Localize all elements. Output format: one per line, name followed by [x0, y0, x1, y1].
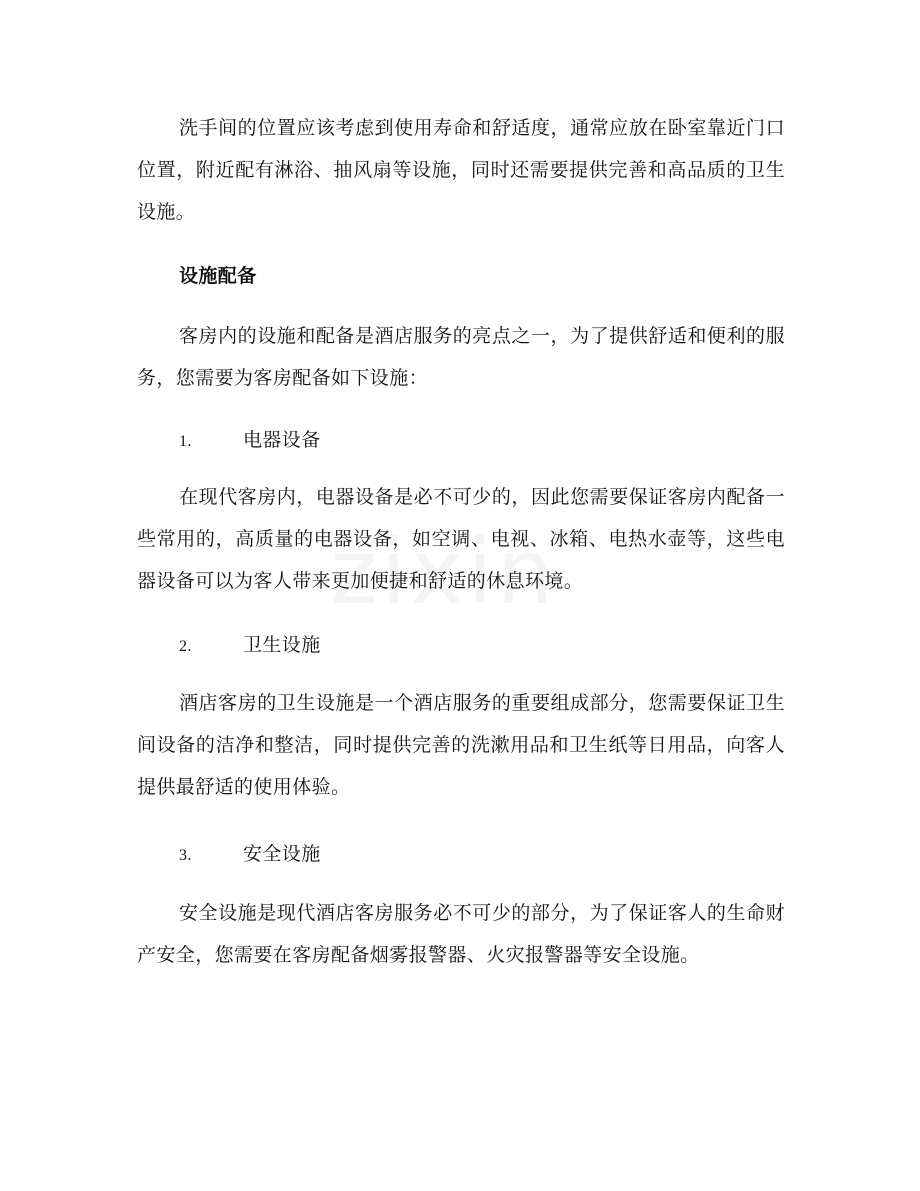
section-intro-paragraph: 客房内的设施和配备是酒店服务的亮点之一，为了提供舒适和便利的服务，您需要为客房配备如下设施： [137, 325, 785, 389]
list-item-1 [179, 419, 321, 463]
list-item-title: 安全设施 [243, 843, 321, 865]
item-1-paragraph: 在现代客房内，电器设备是必不可少的，因此您需要保证客房内配备一些常用的，高质量的电器设备，如空调、电视、冰箱、电热水壶等，这些电器设备可以为客人带来更加便捷和舒适的休息环境。 [137, 486, 785, 592]
item-3-paragraph: 安全设施是现代酒店客房服务必不可少的部分，为了保证客人的生命财产安全，您需要在客房配备烟雾报警器、火灾报警器等安全设施。 [137, 902, 785, 966]
list-item-2 [179, 624, 321, 668]
list-item-title: 电器设备 [243, 429, 321, 451]
list-item-3 [179, 833, 321, 877]
list-item-number: 1. [179, 433, 192, 450]
list-item-number: 2. [179, 638, 192, 655]
list-item-title: 卫生设施 [243, 634, 321, 656]
item-2-paragraph: 酒店客房的卫生设施是一个酒店服务的重要组成部分，您需要保证卫生间设备的洁净和整洁，同时提供完善的洗漱用品和卫生纸等日用品，向客人提供最舒适的使用体验。 [137, 692, 785, 798]
list-item-number: 3. [179, 847, 192, 864]
section-heading: 设施配备 [179, 265, 257, 287]
intro-paragraph: 洗手间的位置应该考虑到使用寿命和舒适度，通常应放在卧室靠近门口位置，附近配有淋浴、抽风扇等设施，同时还需要提供完善和高品质的卫生设施。 [137, 117, 785, 223]
